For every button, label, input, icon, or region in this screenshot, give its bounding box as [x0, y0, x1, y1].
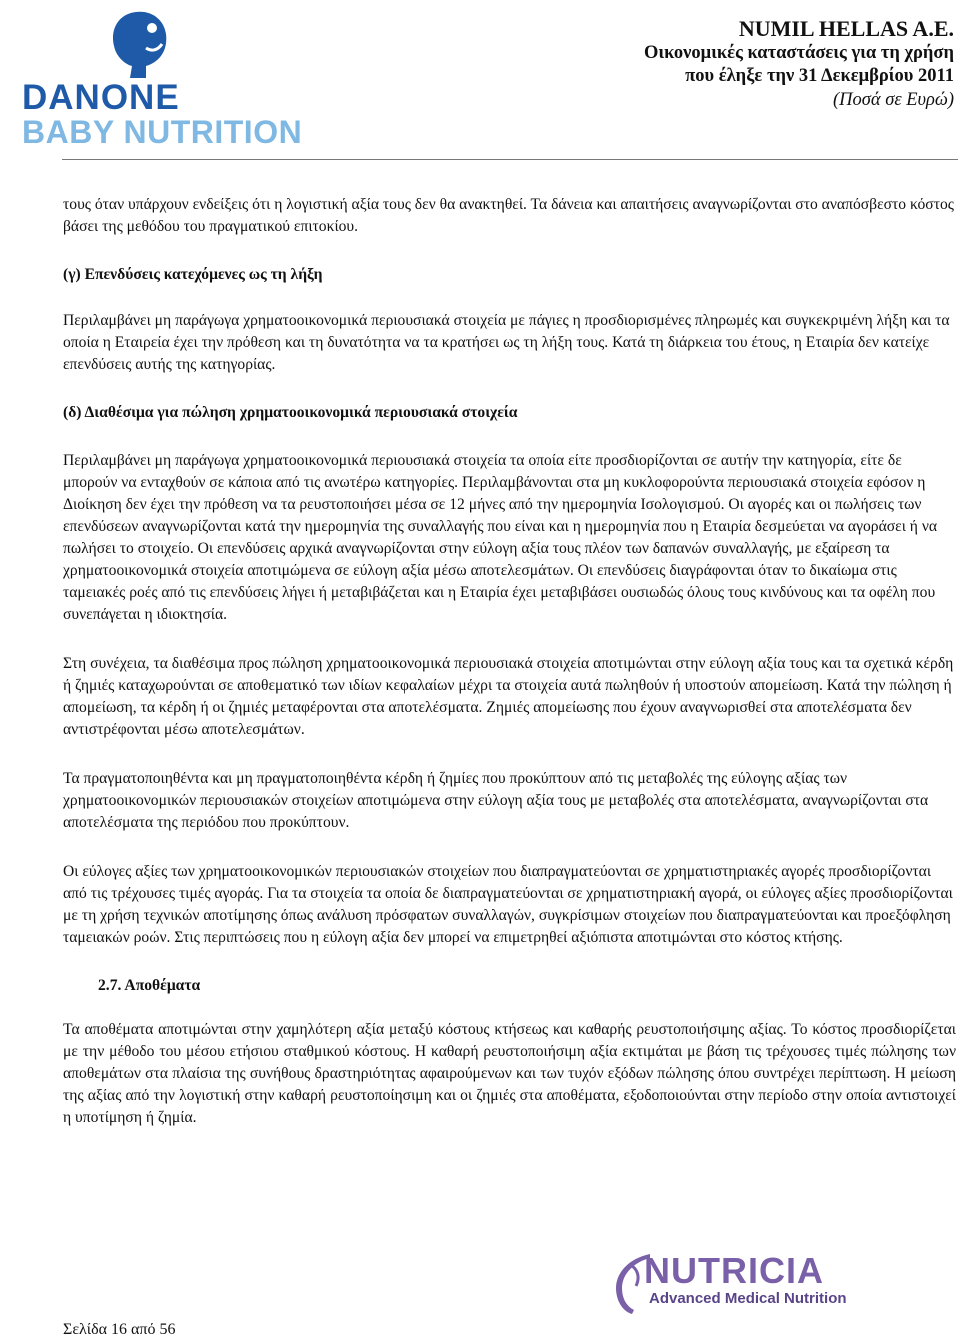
- header-divider: [62, 159, 958, 160]
- danone-logo-name: DANONE: [22, 78, 180, 117]
- page-number: Σελίδα 16 από 56: [63, 1321, 176, 1338]
- section-heading-d: (δ) Διαθέσιμα για πώληση χρηματοοικονομικά περιουσιακά στοιχεία: [63, 404, 518, 421]
- paragraph-intro: τους όταν υπάρχουν ενδείξεις ότι η λογιστική αξία τους δεν θα ανακτηθεί. Τα δάνεια και απαιτήσεις αναγνωρίζονται στο αναπόσβεστο κόστος βάσει της μεθόδου του πραγματικού επιτοκίου.: [63, 196, 954, 235]
- currency-note: (Ποσά σε Ευρώ): [832, 90, 954, 110]
- paragraph-d4: Οι εύλογες αξίες των χρηματοοικονομικών περιουσιακών στοιχείων που διαπραγματεύονται σε χρηματιστηριακές αγορές προσδιορίζονται από τις τρέχουσες τιμές αγοράς. Για τα στοιχεία τα οποία δε διαπραγματεύονται σε χρηματιστηριακή αγορά, οι εύλογες αξίες προσδιορίζονται με τη χρήση τεχνικών αποτίμησης όπως ανάλυση πρόσφατων συναλλαγών, συγκρίσιμων στοιχείων που διαπραγματεύονται και προεξόφληση ταμειακών ροών. Στις περιπτώσεις που η εύλογη αξία δεν μπορεί να επιμετρηθεί αξιόπιστα αποτιμώνται στο κόστος κτήσης.: [63, 863, 953, 946]
- section-heading-g: (γ) Επενδύσεις κατεχόμενες ως τη λήξη: [63, 266, 323, 283]
- paragraph-inventories: Τα αποθέματα αποτιμώνται στην χαμηλότερη αξία μεταξύ κόστους κτήσεως και καθαρής ρευστοποιήσιμης αξίας. Το κόστος προσδιορίζεται με την μέθοδο του μέσου ετήσιου σταθμικού κόστους. Η καθαρή ρευστοποιήσιμη αξία εκτιμάται με βάση τις τρέχουσες τιμές πώλησης των αποθεμάτων στα πλαίσια της συνήθους δραστηριότητας αφαιρούμενων και των τυχόν εξόδων πώλησης όπου συντρέχει περίπτωση. Η μείωση της αξίας από την λογιστική στην καθαρή ρευστοποίησιμη και οι ζημιές στα αποθέματα, εξοδοποιούνται στην περίοδο στην οποία αντιστοιχεί η υποτίμηση ή ζημία.: [63, 1021, 956, 1126]
- section-heading-inventories: 2.7. Αποθέματα: [98, 977, 201, 994]
- nutricia-logo-subtitle: Advanced Medical Nutrition: [649, 1290, 847, 1307]
- document-header: [644, 16, 954, 112]
- nutricia-logo: [612, 1250, 847, 1318]
- company-name: NUMIL HELLAS A.E.: [738, 16, 954, 41]
- nutricia-logo-name: NUTRICIA: [644, 1250, 824, 1291]
- danone-logo-subtitle: BABY NUTRITION: [22, 114, 303, 150]
- paragraph-d2: Στη συνέχεια, τα διαθέσιμα προς πώληση χρηματοοικονομικά περιουσιακά στοιχεία αποτιμώνται στην εύλογη αξία τους και τα σχετικά κέρδη ή ζημιές καταχωρούνται σε αποθεματικό των ιδίων κεφαλαίων μέχρι τα στοιχεία αυτά πωληθούν ή υποστούν απομείωση. Κατά την πώληση ή απομείωση, τα κέρδη ή οι ζημιές μεταφέρονται στα αποτελέσματα. Ζημιές απομείωσης που έχουν αναγνωρισθεί στα αποτελέσματα δεν αντιστρέφονται μέσω αποτελεσμάτων.: [63, 655, 954, 738]
- paragraph-g: Περιλαμβάνει μη παράγωγα χρηματοοικονομικά περιουσιακά στοιχεία με πάγιες η προσδιορισμένες πληρωμές και συγκεκριμένη λήξη και τα οποία η Εταιρεία έχει την πρόθεση και τη δυνατότητα να τα κρατήσει ως τη λήξη τους. Κατά τη διάρκεια του έτους, η Εταιρία δεν κατείχε επενδύσεις αυτής της κατηγορίας.: [63, 312, 950, 373]
- danone-logo: [18, 8, 318, 148]
- paragraph-d3: Τα πραγματοποιηθέντα και μη πραγματοποιηθέντα κέρδη ή ζημίες που προκύπτουν από τις μεταβολές της εύλογης αξίας των χρηματοοικονομικών περιουσιακών στοιχείων αποτιμώμενα στην εύλογη αξία τους με μεταβολές στα αποτελέσματα, αναγνωρίζονται στα αποτελέσματα της περιόδου που προκύπτουν.: [63, 770, 929, 831]
- paragraph-d1: Περιλαμβάνει μη παράγωγα χρηματοοικονομικά περιουσιακά στοιχεία τα οποία είτε προσδιορίζονται σε αυτήν την κατηγορία, είτε δε μπορούν να ενταχθούν σε κάποια από τις ανωτέρω κατηγορίες. Περιλαμβάνονται στα μη κυκλοφορούντα περιουσιακά στοιχεία εφόσον η Διοίκηση δεν έχει την πρόθεση να τα ρευστοποιήσει μέσα σε 12 μήνες από την ημερομηνία Ισολογισμού. Οι αγορές και οι πωλήσεις των επενδύσεων αναγνωρίζονται κατά την ημερομηνία της συναλλαγής που είναι και η ημερομηνία που η Εταιρία δεσμεύεται να αγοράσει ή να πωλήσει το στοιχείο. Οι επενδύσεις αρχικά αναγνωρίζονται στην εύλογη αξία τους πλέον των δαπανών συναλλαγής, με εξαίρεση τα χρηματοοικονομικά στοιχεία αποτιμώμενα σε εύλογη αξία μέσω αποτελεσμάτων. Οι επενδύσεις διαγράφονται όταν το δικαίωμα στις ταμειακές ροές από τις επενδύσεις λήγει ή μεταβιβάζεται και η Εταιρία έχει μεταβιβάσει ουσιωδώς όλους τους κινδύνους και τα οφέλη που συνεπάγεται η ιδιοκτησία.: [63, 452, 938, 623]
- statements-title: Οικονομικές καταστάσεις για τη χρήση: [644, 43, 954, 63]
- statements-period: που έληξε την 31 Δεκεμβρίου 2011: [685, 66, 954, 86]
- child-silhouette-icon: [106, 8, 172, 80]
- document-body: [63, 194, 956, 1129]
